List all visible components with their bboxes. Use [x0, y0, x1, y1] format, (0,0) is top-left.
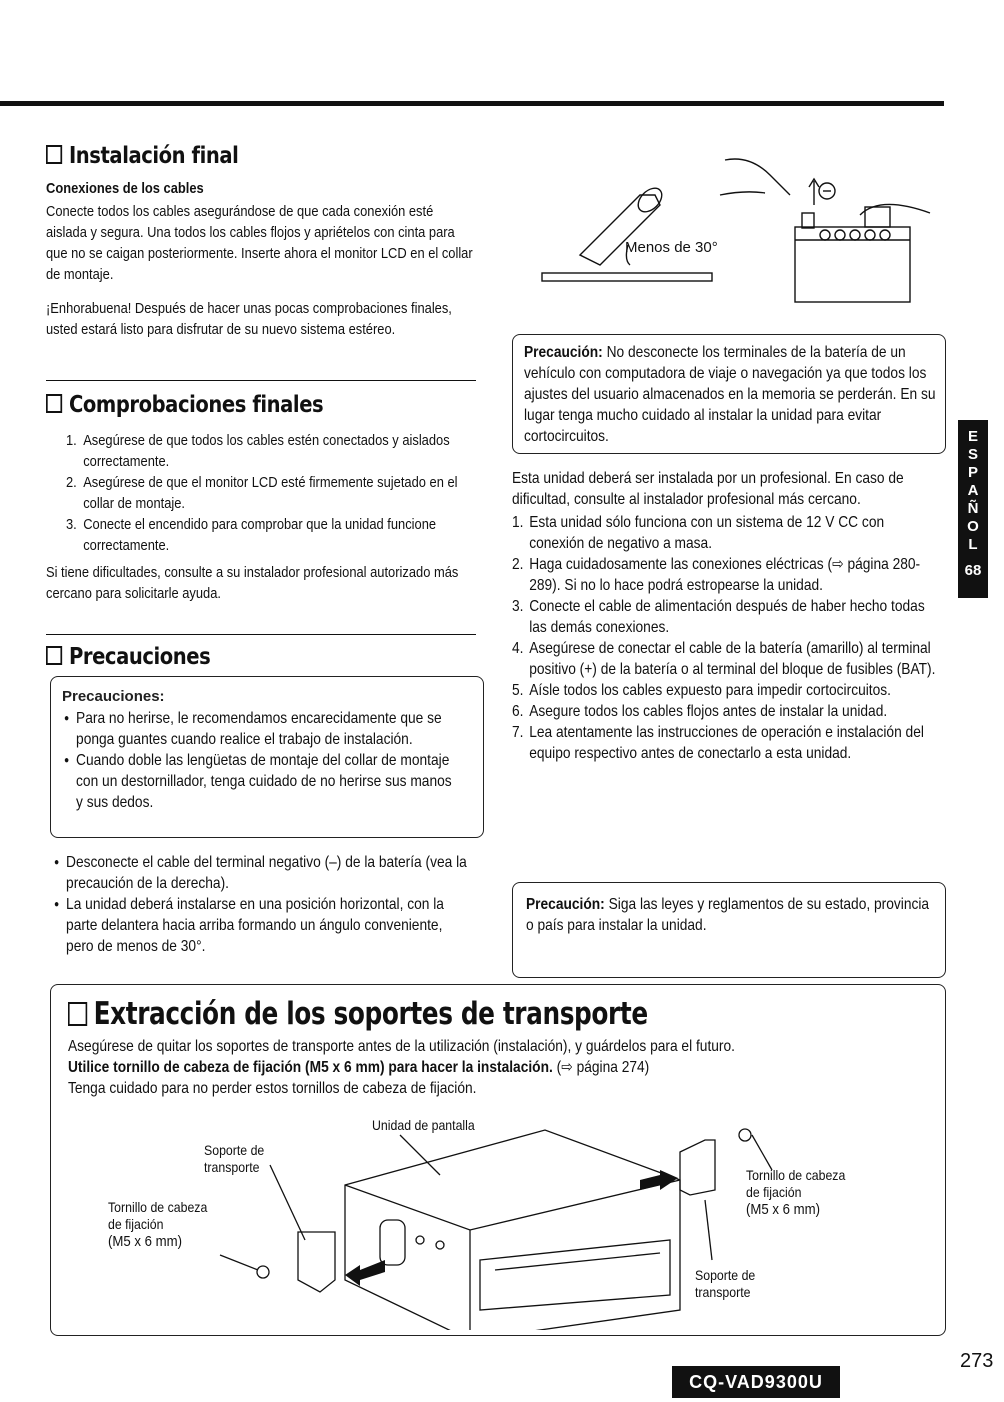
caution-1: Precaución: No desconecte los terminales de la batería de un vehículo con computadora de viaje o navegación ya que todos los ajustes del usuario almacenados en la memoria se perderán. En su lugar tenga mucho cuidado al instalar la unidad para evitar cortocircuitos. — [524, 344, 936, 445]
list-item: 3. Conecte el encendido para comprobar que la unidad funcione correctamente. — [66, 516, 437, 554]
extraction-p1: Asegúrese de quitar los soportes de transporte antes de la utilización (instalación), y guárdelos para el futuro. — [68, 1038, 735, 1055]
list-item: 6. Asegure todos los cables flojos antes de instalar la unidad. — [512, 703, 888, 720]
extraction-p3: Tenga cuidado para no perder estos tornillos de cabeza de fijación. — [68, 1080, 477, 1097]
battery-illustration — [540, 135, 940, 315]
angle-label: Menos de 30° — [625, 239, 718, 256]
list-item: 1. Asegúrese de que todos los cables estén conectados y aislados correctamente. — [66, 432, 450, 470]
checks-footer: Si tiene dificultades, consulte a su instalador profesional autorizado más cercano para solicitarle ayuda. — [46, 564, 459, 602]
list-item: 5. Aísle todos los cables expuesto para impedir cortocircuitos. — [512, 682, 891, 699]
precautions-box-title: Precauciones: — [62, 688, 165, 705]
list-item: ● Desconecte el cable del terminal negativo (–) de la batería (vea la precaución de la derecha). — [54, 852, 470, 894]
install-intro: Esta unidad deberá ser instalada por un profesional. En caso de dificultad, consulte al instalador profesional más cercano. — [512, 470, 904, 508]
list-item: 1. Esta unidad sólo funciona con un sistema de 12 V CC con conexión de negativo a masa. — [512, 514, 885, 552]
bracket-left-icon — [298, 1232, 335, 1292]
paragraph-enhorabuena: ¡Enhorabuena! Después de hacer unas pocas comprobaciones finales, usted estará listo para disfrutar de su nuevo sistema estéreo. — [46, 300, 452, 338]
checkbox-icon — [46, 394, 62, 413]
top-rule — [0, 101, 944, 106]
display-unit-shape — [345, 1130, 680, 1330]
list-item: 7. Lea atentamente las instrucciones de operación e instalación del equipo respectivo antes de conectarlo a esta unidad. — [512, 724, 924, 762]
list-item: ● Para no herirse, le recomendamos encarecidamente que se ponga guantes cuando realice el trabajo de instalación. — [64, 708, 460, 750]
checkbox-icon — [46, 646, 62, 665]
list-item: ● Cuando doble las lengüetas de montaje del collar de montaje con un destornillador, tenga cuidado de no herirse sus manos y sus dedos. — [64, 750, 460, 813]
list-item: 2. Haga cuidadosamente las conexiones eléctricas (⇨ página 280-289). Si no lo hace podrá estropearse la unidad. — [512, 556, 921, 594]
divider — [46, 380, 476, 381]
unit-illustration — [200, 1110, 920, 1330]
section-title-instalacion: Instalación final — [46, 143, 238, 169]
list-item: 4. Asegúrese de conectar el cable de la batería (amarillo) al terminal positivo (+) de la batería o al terminal del bloque de fusibles (BAT). — [512, 640, 936, 678]
arrow-right-icon — [640, 1170, 678, 1190]
divider — [46, 634, 476, 635]
section-title-precauciones: Precauciones — [46, 644, 210, 670]
section-title-extraccion: Extracción de los soportes de transporte — [68, 996, 648, 1032]
caution-2-label: Precaución: — [526, 896, 605, 913]
install-list — [512, 512, 940, 764]
language-tab: E S P A Ñ O L 68 — [958, 420, 988, 598]
caution-2: Precaución: Siga las leyes y reglamentos de su estado, provincia o país para instalar la unidad. — [526, 896, 930, 934]
label-bracket-left: Soporte de transporte — [204, 1142, 265, 1175]
list-item: ● La unidad deberá instalarse en una posición horizontal, con la parte delantera hacia arriba formando un ángulo conveniente, pero de menos de 30°. — [54, 894, 470, 957]
label-screw-left: Tornillo de cabeza de fijación (M5 x 6 mm) — [108, 1199, 208, 1250]
hand-icon — [725, 159, 790, 195]
precautions-box-list — [64, 708, 460, 813]
paragraph-conexiones: Conecte todos los cables asegurándose de que cada conexión esté aislada y segura. Una todos los cables flojos y apriételos con cinta para que no se caigan posteriormente. Inserte ahora el monitor LCD en el collar de montaje. — [46, 203, 473, 283]
screw-left-icon — [257, 1266, 269, 1278]
checkbox-icon — [46, 145, 62, 164]
screw-right-icon — [739, 1129, 751, 1141]
label-bracket-right: Soporte de transporte — [695, 1267, 756, 1300]
model-badge: CQ-VAD9300U — [672, 1366, 840, 1398]
list-item: 2. Asegúrese de que el monitor LCD esté firmemente sujetado en el collar de montaje. — [66, 474, 458, 512]
page-number: 273 — [960, 1350, 994, 1372]
bracket-right-icon — [680, 1140, 715, 1195]
section-title-comprobaciones: Comprobaciones finales — [46, 392, 323, 418]
label-screw-right: Tornillo de cabeza de fijación (M5 x 6 mm) — [746, 1167, 846, 1218]
battery-icon — [795, 227, 910, 302]
extraction-p2: Utilice tornillo de cabeza de fijación (M5 x 6 mm) para hacer la instalación. (⇨ página 274) — [68, 1059, 650, 1076]
arrow-left-icon — [345, 1260, 385, 1286]
checkbox-icon — [68, 1002, 87, 1026]
precautions-list — [54, 852, 470, 957]
tab-page-number: 68 — [964, 562, 982, 579]
ground-line — [542, 273, 712, 281]
list-item: 3. Conecte el cable de alimentación después de haber hecho todas las demás conexiones. — [512, 598, 925, 636]
subheading-conexiones: Conexiones de los cables — [46, 180, 204, 197]
checks-list — [66, 430, 479, 556]
caution-1-label: Precaución: — [524, 344, 603, 361]
label-unit: Unidad de pantalla — [372, 1117, 475, 1133]
